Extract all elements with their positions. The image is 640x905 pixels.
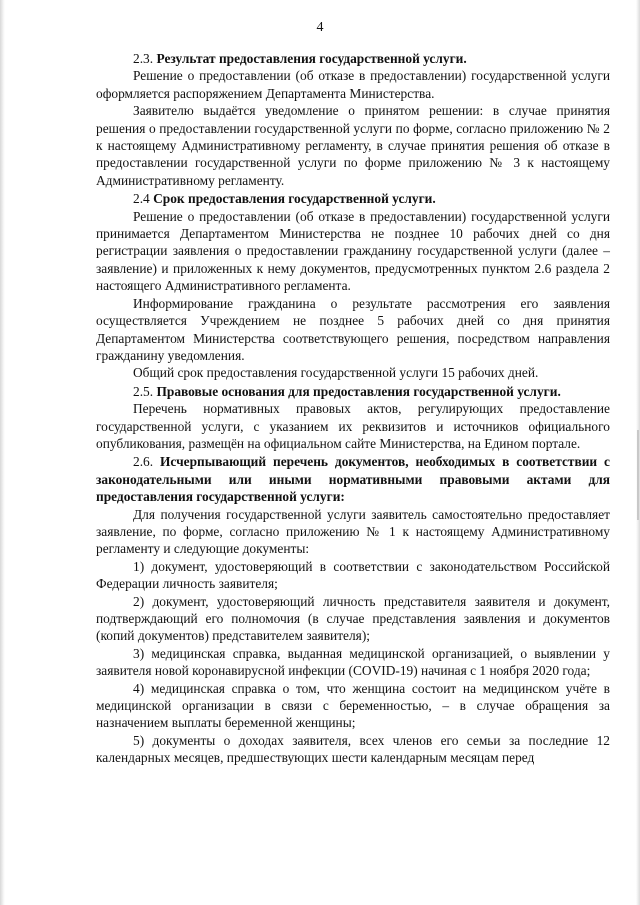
paragraph: Информирование гражданина о результате рассмотрения его заявления осуществляется Учреждением не позднее 5 рабочих дней со дня принятия Департаментом Министерства соответствующего решения, посредством направления гражданину уведомления. <box>96 295 610 363</box>
list-item: 5) документы о доходах заявителя, всех членов его семьи за последние 12 календарных месяцев, предшествующих шести календарным месяцам перед <box>96 732 610 766</box>
section-2-3-heading <box>96 50 610 67</box>
section-2-4-heading <box>96 190 610 207</box>
section-2-5-title: Правовые основания для предоставления государственной услуги. <box>156 383 561 399</box>
document-body <box>96 49 610 767</box>
section-2-4-title: Срок предоставления государственной услуги. <box>153 191 436 207</box>
paragraph: Для получения государственной услуги заявитель самостоятельно предоставляет заявление, по форме, согласно приложению № 1 к настоящему Административному регламенту и следующие документы: <box>96 506 610 557</box>
list-item: 3) медицинская справка, выданная медицинской организацией, о выявлении у заявителя новой коронавирусной инфекции (COVID-19) начиная с 1 ноября 2020 года; <box>96 645 610 679</box>
paragraph: Общий срок предоставления государственной услуги 15 рабочих дней. <box>133 365 539 381</box>
list-item: 4) медицинская справка о том, что женщина состоит на медицинском учёте в медицинской организации в связи с беременностью, – в случае обращения за назначением выплаты беременной женщины; <box>96 680 610 731</box>
paragraph: Заявителю выдаётся уведомление о принятом решении: в случае принятия решения о предоставлении государственной услуги по форме, согласно приложению № 2 к настоящему Административному регламенту, в случае принятия решения об отказе в предоставлении государственной услуги по форме приложению № 3 к настоящему Административному регламенту. <box>96 103 610 188</box>
scan-edge-mark <box>637 430 639 520</box>
paragraph: Перечень нормативных правовых актов, регулирующих предоставление государственной услуги, с указанием их реквизитов и источников официального опубликования, размещён на официальном сайте Министерства, на Едином портале. <box>96 401 610 451</box>
section-2-3-title: Результат предоставления государственной услуги. <box>156 51 467 66</box>
scan-edge-left <box>0 0 5 905</box>
list-item: 1) документ, удостоверяющий в соответствии с законодательством Российской Федерации личность заявителя; <box>96 558 610 592</box>
page-number: 4 <box>316 20 324 35</box>
section-2-6-heading <box>96 453 610 505</box>
section-2-6-number: 2.6. <box>133 454 154 470</box>
list-item: 2) документ, удостоверяющий личность представителя заявителя и документ, подтверждающий его полномочия (в случае представления заявления и документов (копий документов) представителем заявителя); <box>96 593 610 644</box>
section-2-3-number: 2.3. <box>133 51 154 66</box>
section-2-5-heading <box>96 383 610 400</box>
paragraph: Решение о предоставлении (об отказе в предоставлении) государственной услуги оформляется распоряжением Департамента Министерства. <box>96 68 610 101</box>
section-2-4-number: 2.4 <box>133 191 150 207</box>
section-2-6-title: Исчерпывающий перечень документов, необходимых в соответствии с законодательными или иными нормативными правовыми актами для предоставления государственной услуги: <box>96 454 610 505</box>
paragraph: Решение о предоставлении (об отказе в предоставлении) государственной услуги принимается Департаментом Министерства не позднее 10 рабочих дней со дня регистрации заявления о предоставлении гражданину государственной услуги (далее – заявление) и приложенных к нему документов, предусмотренных пунктом 2.6 раздела 2 настоящего Административного регламента. <box>96 208 610 294</box>
section-2-5-number: 2.5. <box>133 383 154 399</box>
